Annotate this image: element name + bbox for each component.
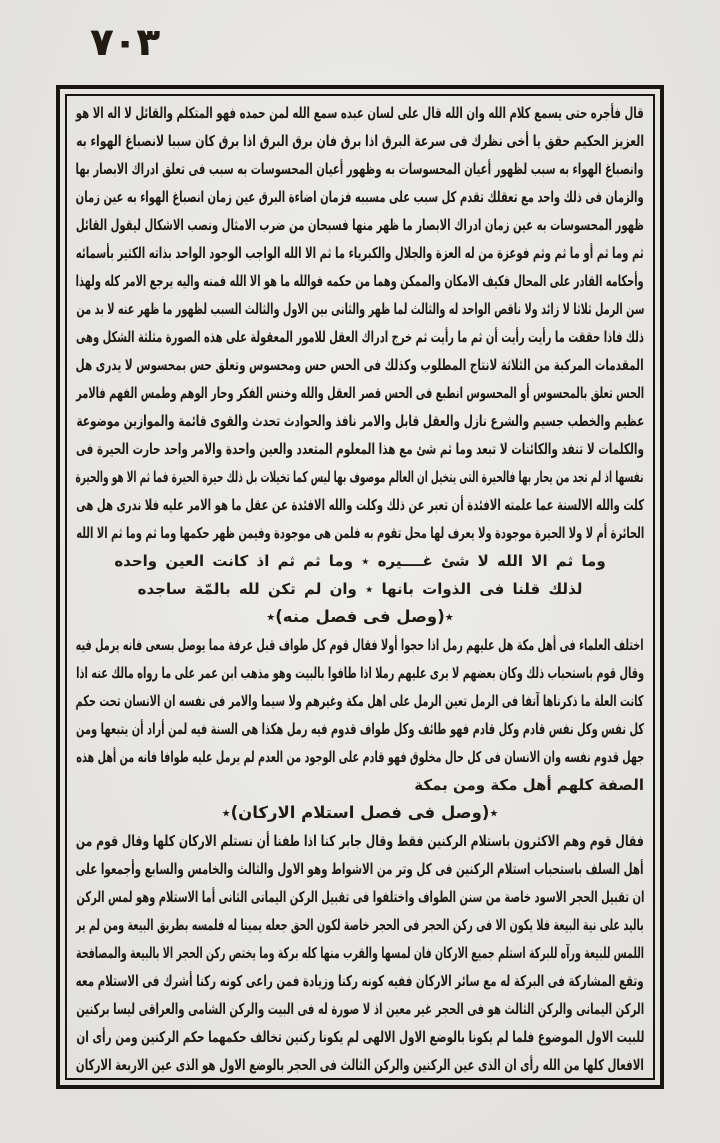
- text-line: [76, 407, 644, 435]
- section-heading: ٭(وصل فى فصل استلام الاركان)٭: [221, 803, 499, 822]
- text-line: [76, 883, 644, 911]
- text-line: [76, 519, 644, 547]
- text-line: [76, 183, 644, 211]
- text-line-content: الحس تعلق بالمحسوس أو المحسوس انطبع فى الحس قصر العقل والله وخنس الفكر وحار الوهم وطمس الفهم فالامر: [76, 384, 644, 402]
- verse-line: لذلك قلنا فى الذوات بانها ٭ وان لم تكن لله بالمّة ساجده: [137, 580, 583, 598]
- text-line: [76, 743, 644, 771]
- text-line: [76, 127, 644, 155]
- text-line-content: قال فأجره حتى يسمع كلام الله وان الله قال على لسان عبده سمع الله لمن حمده فهو المتكلم والقائل لا اله الا هو: [76, 104, 644, 122]
- text-line-content: والزمان فى ذلك واحد مع تعقلك تقدم كل سبب على مسببه فزمان اضاءة البرق عين زمان انصباغ الهواء به عين زمان: [76, 188, 644, 206]
- text-line-content: عظيم والخطب جسيم والشرع نازل والعقل قابل والامر نافذ والحوادث تحدث والقوى قائمة والموازين موضوعة: [76, 412, 644, 430]
- verse-line: وما ثم الا الله لا شئ غــــيره ٭ وما ثم ثم اذ كانت العين واحده: [114, 552, 606, 570]
- text-line-content: أهل السلف باستحباب استلام الركنين فى كل وتر من الاشواط وهو الاول والثالث والخامس والسابع وأجمعوا على: [76, 860, 644, 878]
- text-line: [76, 155, 644, 183]
- text-line-content: ثم وما ثم أو ما ثم وثم فوعزة من له العزة والجلال والكبرياء ما ثم الا الله الواجب الوجود الواحد بذاته الكثير بأسمائه: [76, 244, 644, 262]
- text-line: [76, 939, 644, 967]
- text-line: [76, 351, 644, 379]
- text-line-content: باليد على نية البيعة فلا يكون الا فى ركن الحجر فى الحجر خاصة لكون الحق جعله يمينا له فلمسه بطريق البيعة ومن لم ير: [76, 916, 644, 934]
- text-line: [76, 631, 644, 659]
- section-heading: ٭(وصل فى فصل منه)٭: [266, 607, 454, 626]
- page-number: ٧٠٣: [90, 20, 160, 64]
- text-line-content: وتقع المشاركة فى البركة له مع سائر الاركان ففيه كونه ركنا وزيادة فمن راعى كونه ركنا أشرك فى الاستلام معه: [75, 972, 644, 990]
- text-line-content: ان تقبيل الحجر الاسود خاصة من سنن الطواف واختلفوا فى تقبيل الركن اليمانى الثانى أما الاستلام وهو لمس الركن: [76, 888, 644, 906]
- text-line: [76, 659, 644, 687]
- text-line-content: وقال قوم باستحباب ذلك وكان بعضهم لا يرى عليهم رملا اذا طافوا بالبيت وهو مذهب ابن عمر على ما رواه مالك عنه اذا: [76, 664, 644, 682]
- text-line-content: ذلك فاذا حققت ما رأيت رأيت أن ثم ما رأيت ثم خرج ادراك العقل للامور المعقولة على هذه الصورة مثلثة الشكل وهى: [75, 328, 644, 346]
- text-line: [76, 687, 644, 715]
- text-line-content: كلت والله الالسنة عما علمته الافئدة أن تعبر عن ذلك وكلت والله الافئدة عن عقل ما هو الامر عليه فلا ندرى هل هى: [76, 496, 644, 514]
- text-line: [76, 239, 644, 267]
- text-line: [76, 827, 644, 855]
- text-line: [76, 99, 644, 127]
- text-line: [76, 1051, 644, 1078]
- text-line: [76, 435, 644, 463]
- text-line-content: والكلمات لا تنفد والكائنات لا تبعد وما ثم شئ مع هذا المعلوم المتعدد والعين واحدة والامر واحد حارت الحيرة فى: [75, 440, 644, 458]
- text-line-content: للبيت الاول الموضوع فلما لم يكونا بالوضع الاول الالهى لم يكونا ركنين تخالف حكمهما حكم الركنين ومن رأى ان: [75, 1028, 644, 1046]
- text-line: [76, 1023, 644, 1051]
- text-line-content: وأحكامه القادر على المحال فكيف الامكان والممكن وهما من حكمه فوالله ما هو الا الله فمنه واليه يرجع الامر كله ولهذا: [75, 272, 644, 290]
- text-line: [76, 967, 644, 995]
- text-line-content: نفسها اذ لم تجد من يحار بها فالحيرة التى يتخيل ان العالم موصوف بها ليس كما تخيلات بل ذلك حيرة الحيرة فما ثم الا هو والحيرة: [75, 468, 644, 486]
- text-line-content: كل نفس وكل نفس قادم وكل قادم فهو طائف وكل طواف قدوم فيه رمل هكذا هى السنة فيه لمن أراد أن يتبعها ومن: [75, 720, 644, 738]
- text-line-content: اختلف العلماء فى أهل مكة هل عليهم رمل اذا حجوا أولا فقال قوم كل طواف قبل عرفة مما يوصل بسعى فانه يرمل فيه: [76, 636, 644, 654]
- text-line: [76, 211, 644, 239]
- text-line-content: سن الرمل ثلاثا لا زائد ولا ناقص الواحد له والثالث لما ظهر والثانى بين الاول والثالث السبب لظهور ما ظهر عنه لا بد من: [75, 300, 644, 318]
- text-line: [76, 379, 644, 407]
- text-line-content: الافعال كلها من الله رأى ان الذى عين الركنين والركن الثالث فى الحجر بالوضع الاول هو الذى عين الاربعة الاركان: [75, 1056, 644, 1074]
- text-line-content: المقدمات المركبة من الثلاثة لانتاج المطلوب وكذلك فى الحس حس ومحسوس وتعلق حس بمحسوس لا يدرى هل: [76, 356, 644, 374]
- text-frame-inner-border: [65, 94, 655, 1080]
- text-line-content: فقال قوم وهم الاكثرون باستلام الركنين فقط وقال جابر كنا اذا طفنا أن نستلم الاركان كلها وقال قوم من: [76, 832, 644, 850]
- text-line-content: وانصباغ الهواء به سبب لظهور أعيان المحسوسات به وظهور أعيان المحسوسات به سبب فى تعلق ادراك الابصار بها: [75, 160, 644, 178]
- text-line: [76, 855, 644, 883]
- text-line: [76, 995, 644, 1023]
- text-frame-outer-border: [56, 85, 664, 1089]
- text-line: [76, 267, 644, 295]
- text-line-content: اللمس للبيعة ورآه للبركة استلم جميع الاركان فان لمسها والقرب منها كله بركة وما يختص ركن الحجر الا بالبيعة والمصافحة: [75, 944, 644, 962]
- page-text: [67, 96, 653, 1078]
- short-line: [76, 771, 644, 799]
- text-line-content: الركن اليمانى والركن الثالث هو فى الحجر غير معين اذ لا صورة له فى البيت والركن الشامى والعراقى ليسا بركنين: [76, 1000, 644, 1018]
- text-line: [76, 491, 644, 519]
- text-line-content: الصفة كلهم أهل مكة ومن بمكة: [414, 776, 644, 794]
- text-line: [76, 295, 644, 323]
- text-line-content: جهل قدوم نفسه وان الانسان فى كل حال مخلوق فهو قادم على الوجود من العدم لم يرمل عليه طوافا فانه من أهل هذه: [75, 748, 644, 766]
- text-line: [76, 911, 644, 939]
- text-line: [76, 323, 644, 351]
- text-line-content: العزيز الحكيم حقق يا أخى نظرك فى سرعة البرق اذا برق فان برق البرق اذا برق كان سببا لانصباغ الهواء به: [76, 132, 644, 150]
- text-line-content: كانت العلة ما ذكرناها آنفا فى الرمل تعين الرمل على اهل مكة وغيرهم ولا سيما والامر فى نفسه ان الانسان تحت حكم: [75, 692, 644, 710]
- text-line-content: ظهور المحسوسات به عين زمان ادراك الابصار ما ظهر منها فسبحان من ضرب الامثال ونصب الاشكال ليقول القائل: [75, 216, 644, 234]
- text-line: [76, 715, 644, 743]
- text-line: [76, 463, 644, 491]
- text-line-content: الحائرة أم لا ولا الحيرة موجودة ولا يعرف لها محل تقوم به فلمن هى موجودة وفيمن ظهر حكمها وما ثم وما ثم الا الله: [75, 524, 644, 542]
